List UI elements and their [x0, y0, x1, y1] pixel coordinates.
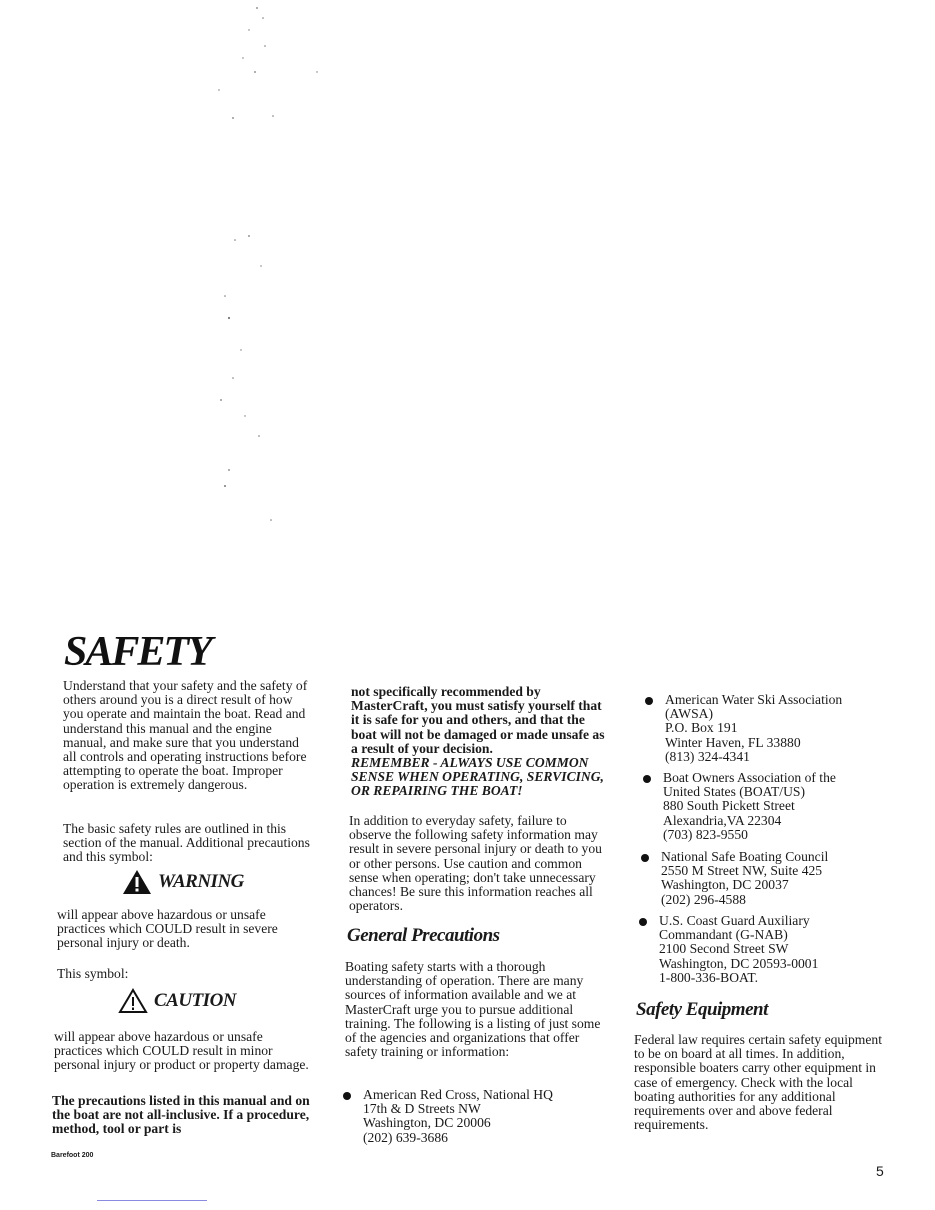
page-title: SAFETY [64, 629, 211, 675]
bullet-icon [645, 697, 653, 705]
org-address-line: Washington, DC 20006 [363, 1115, 491, 1131]
org-address-line: Alexandria,VA 22304 [663, 812, 782, 828]
footer-model: Barefoot 200 [51, 1152, 94, 1159]
warning-triangle-icon [122, 869, 152, 895]
org-name-abbrev: (AWSA) [665, 706, 713, 722]
org-name: Boat Owners Association of the [663, 770, 836, 785]
scan-speckles [205, 0, 325, 530]
precautions-note-continued: not specifically recommended by MasterCraft, you must satisfy yourself that it is safe for you and others, and that the boat will not be damaged or made unsafe as a result of your decision. [351, 684, 605, 756]
org-item [645, 693, 842, 764]
org-name: American Red Cross, National HQ [363, 1087, 553, 1102]
remember-note: REMEMBER - ALWAYS USE COMMON SENSE WHEN OPERATING, SERVICING, OR REPAIRING THE BOAT! [351, 755, 604, 799]
org-phone: (703) 823-9550 [663, 826, 748, 842]
bullet-icon [639, 918, 647, 926]
general-precautions-paragraph: Boating safety starts with a thorough understanding of operation. There are many sources of information available and we at MasterCraft urge you to pursue additional training. The following is a listing of just some of the agencies and organizations that offer safety training or information: [345, 959, 601, 1060]
org-phone: (202) 639-3686 [363, 1129, 448, 1145]
org-address-line: 17th & D Streets NW [363, 1101, 481, 1117]
org-item [639, 914, 818, 985]
caution-label: CAUTION [154, 990, 237, 1011]
general-precautions-heading: General Precautions [347, 925, 500, 946]
warning-label: WARNING [158, 871, 244, 892]
org-phone: (813) 324-4341 [665, 748, 750, 764]
org-address-line: 2550 M Street NW, Suite 425 [661, 863, 823, 879]
org-address-line: Winter Haven, FL 33880 [665, 734, 801, 750]
org-address-line: P.O. Box 191 [665, 720, 738, 736]
org-name: U.S. Coast Guard Auxiliary [659, 913, 810, 928]
everyday-safety-paragraph: In addition to everyday safety, failure to observe the following safety information may result in severe personal injury or death to you or other persons. Use caution and common sense when operating; don't take unnecessary chances! Be sure this information reaches all operators. [349, 813, 602, 914]
org-name: American Water Ski Association [665, 692, 843, 707]
org-address-line: Washington, DC 20593-0001 [659, 955, 819, 971]
safety-equipment-paragraph: Federal law requires certain safety equipment to be on board at all times. In addition, responsible boaters carry other equipment in case of emergency. Check with the local boating authorities for any additional requirements over and above federal requirements. [634, 1032, 882, 1133]
safety-equipment-heading: Safety Equipment [636, 999, 768, 1020]
page-number: 5 [876, 1163, 884, 1179]
caution-signal [118, 988, 236, 1014]
org-phone: (202) 296-4588 [661, 891, 746, 907]
bullet-icon [343, 1092, 351, 1100]
warning-text: will appear above hazardous or unsafe practices which COULD result in severe personal injury or death. [57, 907, 278, 951]
org-item [343, 1088, 553, 1145]
caution-triangle-icon [118, 988, 148, 1014]
caution-text: will appear above hazardous or unsafe practices which COULD result in minor personal injury or product or property damage. [54, 1029, 309, 1073]
intro-paragraph: Understand that your safety and the safety of others around you is a direct result of how you operate and maintain the boat. Read and understand this manual and the engine manual, and make sure that you understand all controls and operating instructions before attempting to operate the boat. Improper operation is extremely dangerous. [63, 678, 308, 793]
footer-rule [97, 1200, 207, 1201]
bullet-icon [641, 854, 649, 862]
bullet-icon [643, 775, 651, 783]
basic-rules-paragraph: The basic safety rules are outlined in this section of the manual. Additional precautions and this symbol: [63, 821, 310, 865]
org-name: National Safe Boating Council [661, 849, 829, 864]
org-phone: 1-800-336-BOAT. [659, 969, 759, 985]
org-address-line: 880 South Pickett Street [663, 798, 795, 814]
warning-signal [122, 869, 244, 895]
org-department: Commandant (G-NAB) [659, 927, 788, 943]
this-symbol-text: This symbol: [57, 966, 129, 981]
org-address-line: 2100 Second Street SW [659, 941, 789, 957]
org-name: United States (BOAT/US) [663, 784, 805, 800]
org-item [643, 771, 836, 842]
org-address-line: Washington, DC 20037 [661, 877, 789, 893]
precautions-note: The precautions listed in this manual and on the boat are not all-inclusive. If a procedure, method, tool or part is [52, 1093, 310, 1137]
org-item [641, 850, 828, 907]
